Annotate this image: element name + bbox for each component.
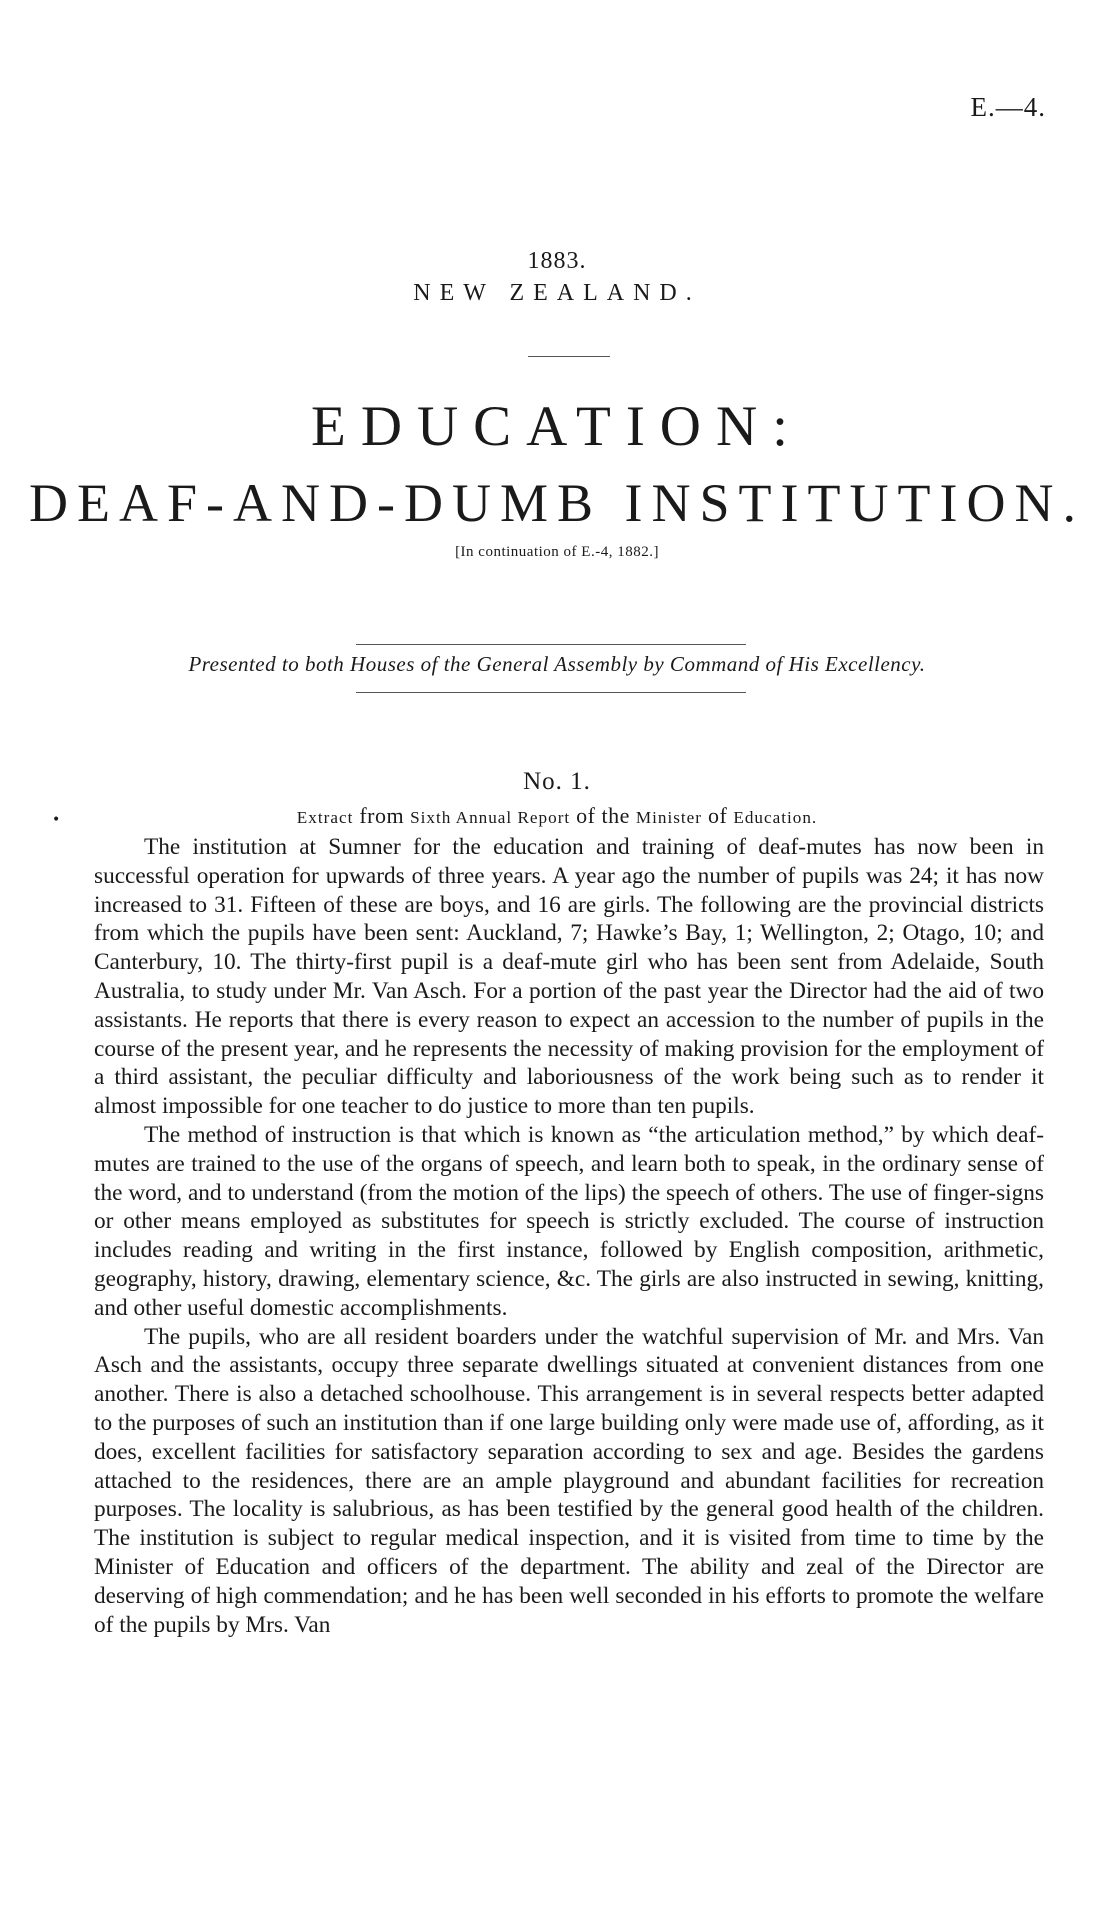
extract-heading — [0, 803, 1114, 829]
paragraph-pupils: The pupils, who are all resident boarders under the watchful supervision of Mr. and Mrs. Van Asch and the assistants, occupy three separate dwellings situated at convenient distances from one another. There is also a detached schoolhouse. This arrangement is in several respects better adapted to the purposes of such an institution than if one large building only were made use of, affording, as it does, excellent facilities for satisfactory separation according to sex and age. Besides the gardens attached to the residences, there are an ample playground and abundant facilities for recreation purposes. The locality is salubrious, as has been testified by the general good health of the children. The institution is subject to regular medical inspection, and it is visited from time to time by the Minister of Education and officers of the department. The ability and zeal of the Director are deserving of high commendation; and he has been well seconded in his efforts to promote the welfare of the pupils by Mrs. Van — [94, 1323, 1044, 1638]
document-number: No. 1. — [523, 768, 591, 795]
heading-word-from: from — [359, 803, 405, 828]
main-title-line-2: DEAF-AND-DUMB INSTITUTION. — [29, 473, 1085, 533]
continuation-note: [In continuation of E.-4, 1882.] — [455, 544, 659, 560]
heading-word-minister: Minister — [635, 808, 703, 827]
divider-short — [528, 356, 610, 357]
page-reference: E.—4. — [970, 92, 1046, 122]
presented-line: Presented to both Houses of the General Assembly by Command of His Excellency. — [188, 652, 926, 676]
margin-dot: • — [52, 812, 61, 828]
publication-year: 1883. — [527, 248, 587, 274]
main-title-line-1: EDUCATION: — [311, 395, 803, 458]
divider-upper — [356, 644, 746, 645]
heading-word-extract: Extract — [296, 808, 354, 827]
country-heading: NEW ZEALAND. — [413, 280, 701, 306]
paragraph-institution: The institution at Sumner for the education and training of deaf-mutes has now been in successful operation for upwards of three years. A year ago the number of pupils was 24; it has now increased to 31. Fifteen of these are boys, and 16 are girls. The following are the provincial districts from which the pupils have been sent: Auckland, 7; Hawke’s Bay, 1; Wellington, 2; Otago, 10; and Canterbury, 10. The thirty-first pupil is a deaf-mute girl who has been sent from Adelaide, South Australia, to study under Mr. Van Asch. For a portion of the past year the Director had the aid of two assistants. He reports that there is every reason to expect an accession to the number of pupils in the course of the present year, and he represents the necessity of making provision for the employment of a third assistant, the peculiar difficulty and laboriousness of the work being such as to render it almost impossible for one teacher to do justice to more than ten pupils. — [94, 834, 1044, 1120]
divider-lower — [356, 692, 746, 693]
heading-word-education: Education. — [733, 808, 818, 827]
heading-report-title: Sixth Annual Report — [410, 808, 571, 827]
report-body — [94, 833, 1044, 1639]
heading-word-of: of — [708, 803, 728, 828]
heading-word-of-the: of the — [576, 803, 630, 828]
paragraph-method: The method of instruction is that which is known as “the articulation method,” by which deaf-mutes are trained to the use of the organs of speech, and learn both to speak, in the ordinary sense of the word, and to understand (from the motion of the lips) the speech of others. The use of finger-signs or other means employed as substitutes for speech is strictly excluded. The course of instruction includes reading and writing in the first instance, followed by English composition, arithmetic, geography, history, drawing, elementary science, &c. The girls are also instructed in sewing, knitting, and other useful domestic accomplishments. — [94, 1121, 1044, 1321]
